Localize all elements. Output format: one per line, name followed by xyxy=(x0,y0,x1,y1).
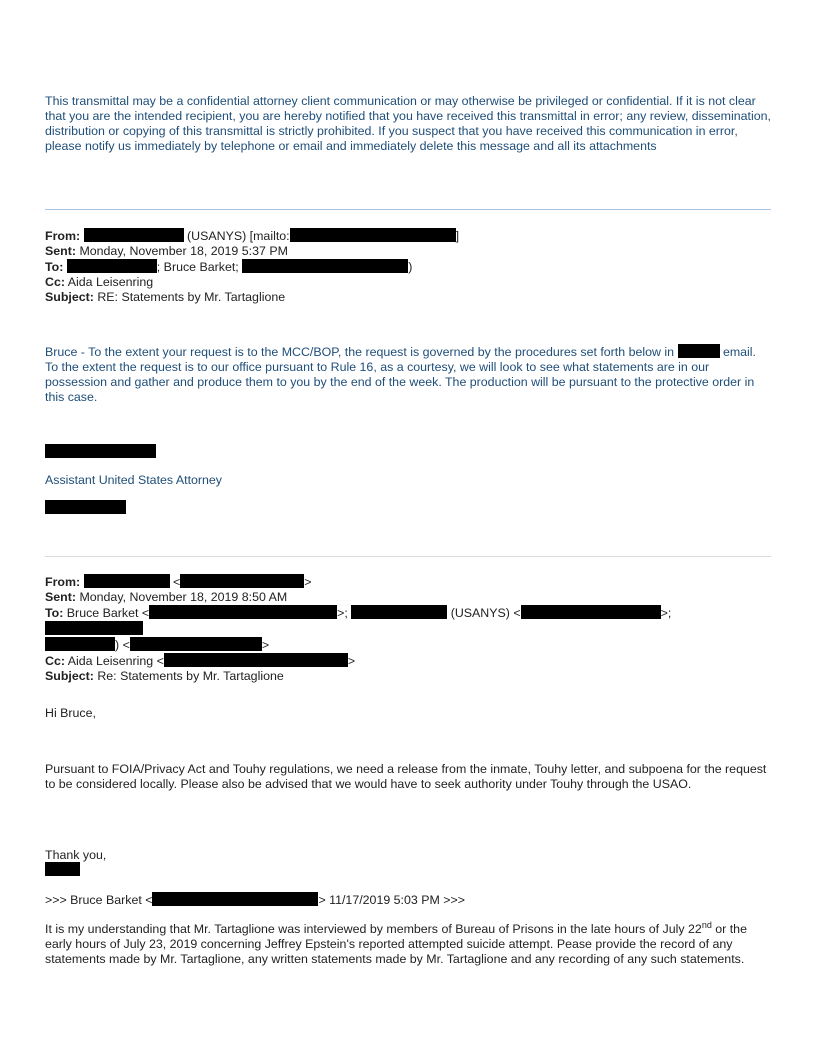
redacted-block xyxy=(45,621,143,635)
body-text: email. To the extent the request is to our office pursuant to Rule 16, as a courtesy, we will look to see what statements are in our possession and gather and produce them to you by the end of the week. The production will be pursuant to the protective order in this case. xyxy=(45,345,757,404)
confidentiality-disclaimer: This transmittal may be a confidential attorney client communication or may otherwise be privileged or confidential. If it is not clear that you are the intended recipient, you are hereby notified that you have received this transmittal in error; any review, dissemination, distribution or copying of this transmittal is strictly prohibited. If you suspect that you have received this communication in error, please notify us immediately by telephone or email and immediately delete this message and all its attachments xyxy=(45,94,771,153)
cc-line xyxy=(45,275,771,290)
sent-line xyxy=(45,590,771,605)
subject-line xyxy=(45,669,771,684)
subject-text: RE: Statements by Mr. Tartaglione xyxy=(97,290,286,304)
from-text: (USANYS) [mailto: xyxy=(187,229,290,243)
subject-text: Re: Statements by Mr. Tartaglione xyxy=(97,669,284,683)
redacted-block xyxy=(84,574,170,588)
body-text: It is my understanding that Mr. Tartaglione was interviewed by members of Bureau of Prisons in the late hours of July 22 xyxy=(45,922,702,936)
to-line-continued xyxy=(45,637,771,653)
from-close: ] xyxy=(455,229,460,243)
quote-suffix: > 11/17/2019 5:03 PM >>> xyxy=(318,893,465,907)
redacted-block xyxy=(84,228,184,242)
redacted-block xyxy=(351,605,447,619)
from-label: From: xyxy=(45,229,81,243)
quote-prefix: >>> Bruce Barket < xyxy=(45,893,153,907)
from-line xyxy=(45,574,771,590)
to-line xyxy=(45,259,771,275)
from-text: > xyxy=(304,575,312,589)
to-text: > xyxy=(261,638,270,652)
to-text: Bruce Barket < xyxy=(66,606,150,620)
sent-line xyxy=(45,244,771,259)
redacted-block xyxy=(149,605,337,619)
to-text: >; xyxy=(337,606,348,620)
to-text: ) < xyxy=(115,638,130,652)
subject-label: Subject: xyxy=(45,669,94,683)
to-label: To: xyxy=(45,260,64,274)
divider xyxy=(45,556,771,557)
cc-label: Cc: xyxy=(45,275,65,289)
from-label: From: xyxy=(45,575,81,589)
email-header-1 xyxy=(45,228,771,305)
to-line xyxy=(45,605,771,637)
redacted-block xyxy=(152,892,318,906)
ordinal-suffix: nd xyxy=(701,919,712,930)
redacted-block xyxy=(180,574,304,588)
redacted-signature-contact xyxy=(45,500,126,514)
sent-label: Sent: xyxy=(45,590,76,604)
divider xyxy=(45,209,771,210)
body-text: Bruce - To the extent your request is to the MCC/BOP, the request is governed by the procedures set forth below in xyxy=(45,345,675,359)
email-body-1 xyxy=(45,344,771,405)
from-text: < xyxy=(173,575,181,589)
cc-text: Aida Leisenring < xyxy=(67,654,164,668)
redacted-block xyxy=(678,344,720,358)
redacted-block xyxy=(45,637,115,651)
redacted-block xyxy=(521,605,661,619)
cc-text: > xyxy=(347,654,356,668)
subject-label: Subject: xyxy=(45,290,94,304)
signature-title: Assistant United States Attorney xyxy=(45,473,223,487)
to-text: ; Bruce Barket; xyxy=(156,260,239,274)
to-text: >; xyxy=(660,606,672,620)
redacted-block xyxy=(242,259,408,273)
redacted-signature-name xyxy=(45,444,156,458)
closing: Thank you, xyxy=(45,848,107,862)
to-text: (USANYS) < xyxy=(450,606,521,620)
redacted-block xyxy=(67,259,157,273)
cc-text: Aida Leisenring xyxy=(67,275,154,289)
sent-date: Monday, November 18, 2019 5:37 PM xyxy=(79,244,288,258)
redacted-block xyxy=(130,637,262,651)
subject-line xyxy=(45,290,771,305)
quoted-header xyxy=(45,892,465,908)
greeting: Hi Bruce, xyxy=(45,706,96,720)
email-body-2: Pursuant to FOIA/Privacy Act and Touhy regulations, we need a release from the inmate, Touhy letter, and subpoena for the request to be considered locally. Please also be advised that we would have to seek authority under Touhy through the USAO. xyxy=(45,762,767,791)
cc-label: Cc: xyxy=(45,654,65,668)
to-close: ) xyxy=(408,260,413,274)
to-label: To: xyxy=(45,606,64,620)
cc-line xyxy=(45,653,771,669)
body-text: or the early hours of July 23, 2019 concerning Jeffrey Epstein's reported attempted suicide attempt. Pease provide the record of any statements made by Mr. Tartaglione, any written statements made by Mr. Tartaglione and any recording of any such statements. xyxy=(45,922,747,966)
redacted-signature xyxy=(45,862,80,876)
redacted-block xyxy=(290,228,456,242)
from-line xyxy=(45,228,771,244)
redacted-block xyxy=(164,653,348,667)
email-header-2 xyxy=(45,574,771,684)
sent-date: Monday, November 18, 2019 8:50 AM xyxy=(79,590,288,604)
sent-label: Sent: xyxy=(45,244,76,258)
email-body-3 xyxy=(45,919,771,967)
